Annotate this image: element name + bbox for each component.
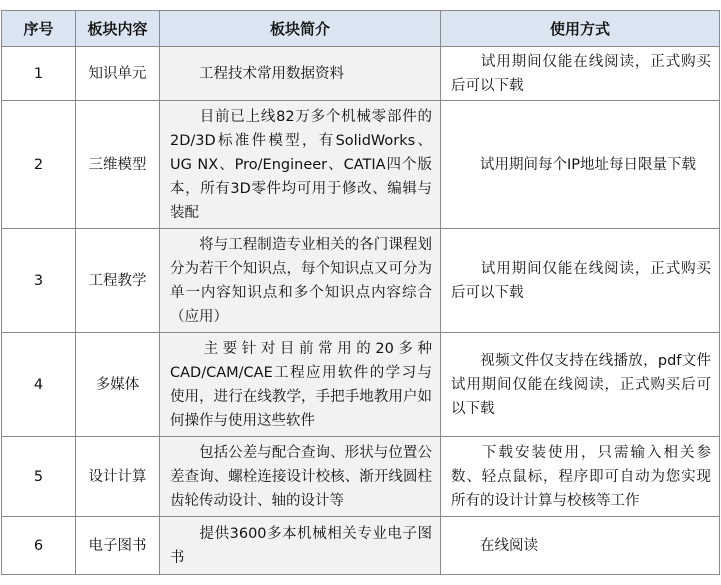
row-usage-text: 试用期间仅能在线阅读，正式购买后可以下载 bbox=[451, 53, 711, 94]
table-row bbox=[2, 47, 720, 101]
row-usage-text: 在线阅读 bbox=[480, 537, 538, 554]
header-module: 板块内容 bbox=[76, 11, 160, 47]
row-usage bbox=[441, 517, 720, 575]
row-intro-text: 包括公差与配合查询、形状与位置公差查询、螺栓连接设计校核、渐开线圆柱齿轮传动设计、轴的设计等 bbox=[170, 444, 432, 509]
row-intro bbox=[160, 47, 441, 101]
row-usage-text: 视频文件仅支持在线播放，pdf文件试用期间仅能在线阅读，正式购买后可以下载 bbox=[451, 352, 711, 417]
row-intro-text: 主要针对目前常用的20多种CAD/CAM/CAE工程应用软件的学习与使用，进行在线教学，手把手地教用户如何操作与使用这些软件 bbox=[170, 340, 432, 429]
row-module: 工程教学 bbox=[76, 229, 160, 333]
row-index: 3 bbox=[2, 229, 76, 333]
row-intro-text: 将与工程制造专业相关的各门课程划分为若干个知识点，每个知识点又可分为单一内容知识点和多个知识点内容综合（应用） bbox=[170, 236, 432, 325]
row-intro bbox=[160, 517, 441, 575]
row-intro-text: 提供3600多本机械相关专业电子图书 bbox=[170, 525, 432, 566]
row-index: 4 bbox=[2, 333, 76, 437]
row-usage bbox=[441, 101, 720, 229]
header-row bbox=[2, 11, 720, 47]
row-module: 电子图书 bbox=[76, 517, 160, 575]
row-index: 2 bbox=[2, 101, 76, 229]
row-usage bbox=[441, 47, 720, 101]
row-intro bbox=[160, 333, 441, 437]
row-intro bbox=[160, 437, 441, 517]
row-usage bbox=[441, 333, 720, 437]
row-module: 知识单元 bbox=[76, 47, 160, 101]
table-row bbox=[2, 101, 720, 229]
row-index: 1 bbox=[2, 47, 76, 101]
table-row bbox=[2, 229, 720, 333]
row-intro-text: 目前已上线82万多个机械零部件的2D/3D标准件模型，有SolidWorks、UG NX、Pro/Engineer、CATIA四个版本，所有3D零件均可用于修改、编辑与装配 bbox=[170, 108, 432, 221]
row-index: 6 bbox=[2, 517, 76, 575]
row-usage-text: 试用期间每个IP地址每日限量下载 bbox=[480, 156, 697, 173]
row-intro bbox=[160, 101, 441, 229]
row-index: 5 bbox=[2, 437, 76, 517]
modules-table bbox=[1, 10, 720, 575]
row-module: 多媒体 bbox=[76, 333, 160, 437]
row-module: 设计计算 bbox=[76, 437, 160, 517]
header-index: 序号 bbox=[2, 11, 76, 47]
row-usage bbox=[441, 229, 720, 333]
table-row bbox=[2, 333, 720, 437]
header-usage: 使用方式 bbox=[441, 11, 720, 47]
header-intro: 板块简介 bbox=[160, 11, 441, 47]
row-usage-text: 下载安装使用，只需输入相关参数、轻点鼠标，程序即可自动为您实现所有的设计计算与校核等工作 bbox=[451, 444, 711, 509]
row-usage-text: 试用期间仅能在线阅读，正式购买后可以下载 bbox=[451, 260, 711, 301]
row-usage bbox=[441, 437, 720, 517]
row-intro bbox=[160, 229, 441, 333]
table-row bbox=[2, 437, 720, 517]
row-intro-text: 工程技术常用数据资料 bbox=[199, 65, 344, 82]
table-row bbox=[2, 517, 720, 575]
row-module: 三维模型 bbox=[76, 101, 160, 229]
